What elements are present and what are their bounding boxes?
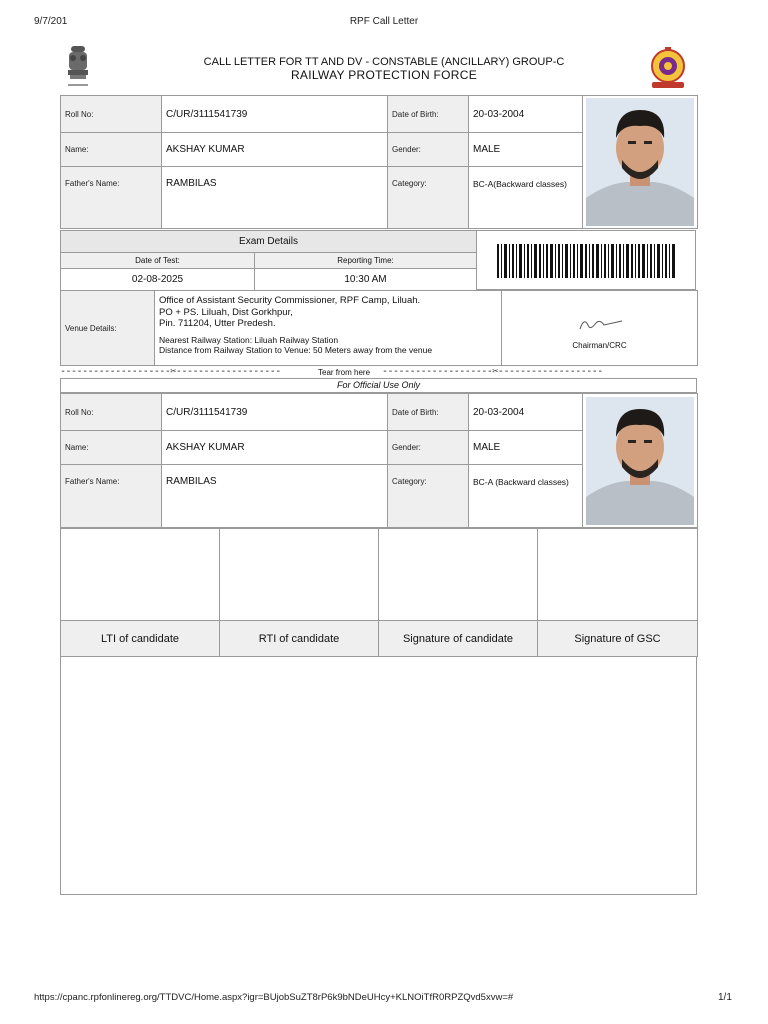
category-label: Category: [388,167,469,229]
print-date: 9/7/201 [34,16,68,27]
official-category-value: BC-A (Backward classes) [469,465,583,528]
gsc-signature-label: Signature of GSC [538,621,698,657]
exam-details-heading: Exam Details [61,231,477,253]
venue-line-3: Pin. 711204, Utter Predesh. [159,318,276,329]
barcode-box [476,230,696,290]
print-page-count: 1/1 [718,992,732,1003]
letter-title: CALL LETTER FOR TT AND DV - CONSTABLE (ANCILLARY) GROUP-C [203,56,565,68]
venue-details [155,291,502,366]
lti-box [61,529,220,621]
signatory-label: Chairman/CRC [572,341,627,350]
blank-area-box [60,656,697,895]
official-gender-value: MALE [469,431,583,465]
official-gender-label: Gender: [388,431,469,465]
official-dob-label: Date of Birth: [388,394,469,431]
candidate-signature-label: Signature of candidate [379,621,538,657]
dob-label: Date of Birth: [388,96,469,133]
test-date-value: 02-08-2025 [61,269,255,291]
roll-no-label: Roll No: [61,96,162,133]
print-url: https://cpanc.rpfonlinereg.org/TTDVC/Home.aspx?igr=BUjobSuZT8rP6k9bNDeUHcy+KLNOiTfR0RPZQvd5xvw=# [34,992,514,1003]
venue-table [60,290,698,366]
official-details-table [60,393,698,528]
name-value: AKSHAY KUMAR [162,133,388,167]
roll-no-value: C/UR/3111541739 [162,96,388,133]
tear-line-right: --------------------✂------------------- [382,366,603,377]
tear-label: Tear from here [318,368,371,377]
gender-value: MALE [469,133,583,167]
candidate-photo [586,98,694,226]
official-photo-cell [583,394,698,528]
letter-subtitle: RAILWAY PROTECTION FORCE [290,68,478,82]
rti-label: RTI of candidate [220,621,379,657]
signature-icon [570,311,630,337]
reporting-time-label: Reporting Time: [255,253,477,269]
barcode-icon [497,244,677,278]
rti-box [220,529,379,621]
official-name-value: AKSHAY KUMAR [162,431,388,465]
signature-table [60,528,698,657]
father-name-label: Father's Name: [61,167,162,229]
official-use-banner: For Official Use Only [60,378,697,393]
candidate-signature-box [379,529,538,621]
official-father-name-value: RAMBILAS [162,465,388,528]
station-distance: Distance from Railway Station to Venue: 50 Meters away from the venue [159,344,433,355]
official-category-label: Category: [388,465,469,528]
dob-value: 20-03-2004 [469,96,583,133]
tear-line-left: --------------------✂------------------- [60,366,281,377]
exam-details-table [60,230,477,291]
print-page-title: RPF Call Letter [349,16,419,27]
photo-cell [583,96,698,229]
official-roll-no-value: C/UR/3111541739 [162,394,388,431]
gender-label: Gender: [388,133,469,167]
test-date-label: Date of Test: [61,253,255,269]
category-value: BC-A(Backward classes) [469,167,583,229]
official-father-name-label: Father's Name: [61,465,162,528]
reporting-time-value: 10:30 AM [255,269,477,291]
gsc-signature-box [538,529,698,621]
official-candidate-photo [586,397,694,525]
venue-label: Venue Details: [61,291,155,366]
official-dob-value: 20-03-2004 [469,394,583,431]
venue-line-2: PO + PS. Liluah, Dist Gorkhpur, [159,306,293,318]
name-label: Name: [61,133,162,167]
nearest-station: Nearest Railway Station: Liluah Railway Station [159,334,339,345]
signatory-cell [502,291,698,366]
candidate-details-table [60,95,698,229]
venue-line-1: Office of Assistant Security Commissioner, RPF Camp, Liluah. [159,295,421,306]
father-name-value: RAMBILAS [162,167,388,229]
official-roll-no-label: Roll No: [61,394,162,431]
official-name-label: Name: [61,431,162,465]
lti-label: LTI of candidate [61,621,220,657]
